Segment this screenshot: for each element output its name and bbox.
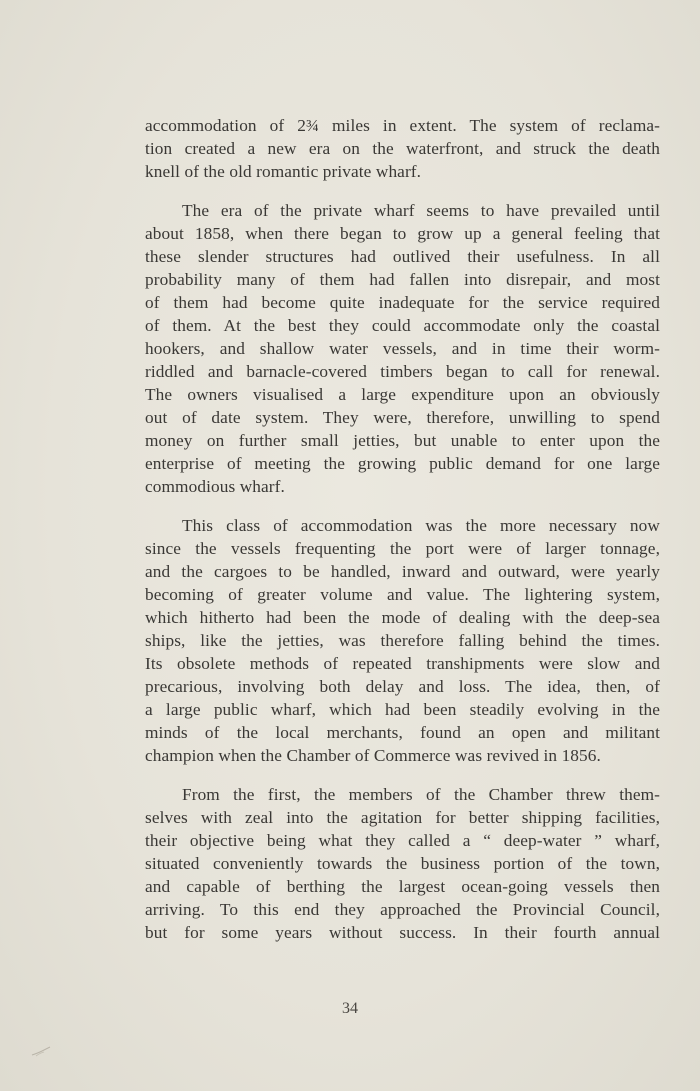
text-line: minds of the local merchants, found an open and militant [145,723,660,742]
text-line: knell of the old romantic private wharf. [145,162,422,181]
paragraph-4 [145,783,660,944]
text-line: hookers, and shallow water vessels, and in time their worm- [145,339,660,358]
text-line: of them had become quite inadequate for the service required [145,293,660,312]
text-line: their objective being what they called a “ deep-water ” wharf, [145,831,660,850]
text-line: probability many of them had fallen into disrepair, and most [145,270,660,289]
text-line: enterprise of meeting the growing public demand for one large [145,454,660,473]
text-line: about 1858, when there began to grow up a general feeling that [145,224,660,243]
text-line: of them. At the best they could accommodate only the coastal [145,316,660,335]
paragraph-gap [145,767,660,783]
text-line: precarious, involving both delay and loss. The idea, then, of [145,677,660,696]
text-line: Its obsolete methods of repeated transhipments were slow and [145,654,660,673]
paragraph-gap [145,183,660,199]
text-line: accommodation of 2¾ miles in extent. The system of reclama- [145,116,660,135]
text-line: becoming of greater volume and value. The lightering system, [145,585,660,604]
text-line: situated conveniently towards the business portion of the town, [145,854,660,873]
text-line: tion created a new era on the waterfront, and struck the death [145,139,660,158]
text-line: which hitherto had been the mode of dealing with the deep-sea [145,608,660,627]
text-line: This class of accommodation was the more necessary now [182,516,660,535]
text-line: From the first, the members of the Chamber threw them- [182,785,660,804]
text-line: commodious wharf. [145,477,285,496]
text-line: champion when the Chamber of Commerce was revived in 1856. [145,746,601,765]
text-line: money on further small jetties, but unable to enter upon the [145,431,660,450]
text-line: riddled and barnacle-covered timbers began to call for renewal. [145,362,660,381]
text-line: but for some years without success. In their fourth annual [145,923,660,942]
ink-smudge [30,1045,52,1057]
page-number: 34 [342,1000,358,1017]
text-line: these slender structures had outlived their usefulness. In all [145,247,660,266]
text-line: The era of the private wharf seems to have prevailed until [182,201,660,220]
text-line: The owners visualised a large expenditure upon an obviously [145,385,660,404]
paragraph-gap [145,498,660,514]
body-text [145,114,660,944]
text-line: arriving. To this end they approached the Provincial Council, [145,900,660,919]
paragraph-2 [145,199,660,498]
text-line: ships, like the jetties, was therefore falling behind the times. [145,631,660,650]
paragraph-1 [145,114,660,183]
text-line: a large public wharf, which had been steadily evolving in the [145,700,660,719]
text-line: and capable of berthing the largest ocean-going vessels then [145,877,660,896]
paragraph-3 [145,514,660,767]
text-line: out of date system. They were, therefore, unwilling to spend [145,408,660,427]
text-line: since the vessels frequenting the port were of larger tonnage, [145,539,660,558]
text-line: selves with zeal into the agitation for better shipping facilities, [145,808,660,827]
text-line: and the cargoes to be handled, inward and outward, were yearly [145,562,660,581]
